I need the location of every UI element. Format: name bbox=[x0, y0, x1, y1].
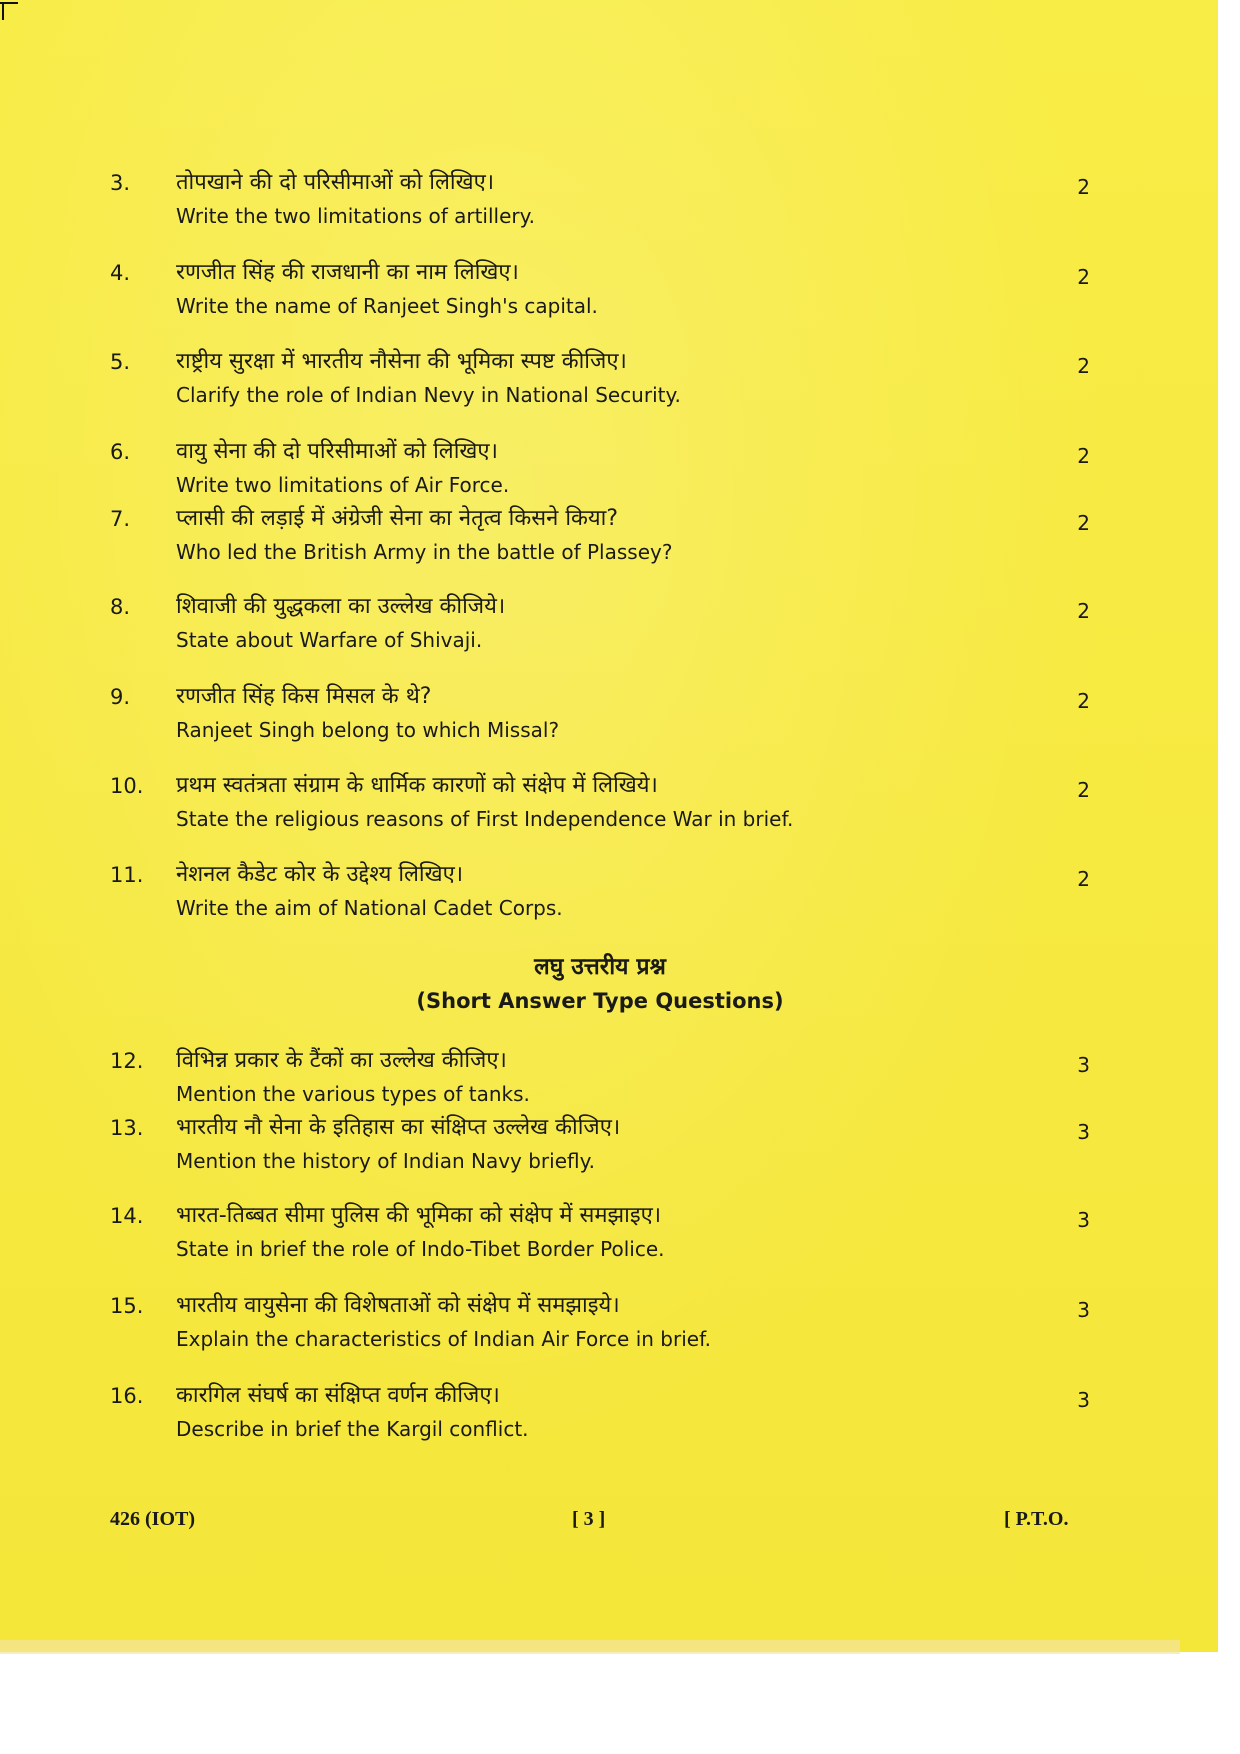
question-text-english: Mention the history of Indian Navy briefly. bbox=[176, 1149, 595, 1173]
question-7 bbox=[110, 502, 1090, 572]
question-text-hindi: कारगिल संघर्ष का संक्षिप्त वर्णन कीजिए। bbox=[176, 1383, 500, 1408]
question-number: 15. bbox=[110, 1294, 144, 1318]
question-5 bbox=[110, 345, 1090, 415]
question-number: 3. bbox=[110, 171, 131, 195]
question-13 bbox=[110, 1111, 1090, 1181]
question-14 bbox=[110, 1199, 1090, 1269]
page-number: [ 3 ] bbox=[572, 1508, 606, 1530]
question-text-hindi: भारतीय नौ सेना के इतिहास का संक्षिप्त उल्लेख कीजिए। bbox=[176, 1115, 621, 1140]
question-number: 8. bbox=[110, 595, 131, 619]
pto-label: [ P.T.O. bbox=[1004, 1508, 1069, 1530]
question-number: 9. bbox=[110, 685, 131, 709]
question-marks: 2 bbox=[1077, 265, 1090, 289]
question-marks: 3 bbox=[1077, 1053, 1090, 1077]
paper-code: 426 (IOT) bbox=[110, 1508, 195, 1530]
question-text-hindi: भारतीय वायुसेना की विशेषताओं को संक्षेप में समझाइये। bbox=[176, 1293, 620, 1318]
question-text-hindi: प्लासी की लड़ाई में अंग्रेजी सेना का नेतृत्व किसने किया? bbox=[176, 506, 619, 531]
question-text-english: Mention the various types of tanks. bbox=[176, 1082, 530, 1106]
question-6 bbox=[110, 435, 1090, 505]
question-9 bbox=[110, 680, 1090, 750]
question-number: 14. bbox=[110, 1204, 144, 1228]
question-text-english: State about Warfare of Shivaji. bbox=[176, 628, 483, 652]
question-number: 4. bbox=[110, 261, 131, 285]
question-text-hindi: विभिन्न प्रकार के टैंकों का उल्लेख कीजिए। bbox=[176, 1048, 507, 1073]
question-text-hindi: राष्ट्रीय सुरक्षा में भारतीय नौसेना की भूमिका स्पष्ट कीजिए। bbox=[176, 349, 627, 374]
question-marks: 3 bbox=[1077, 1298, 1090, 1322]
question-text-english: Describe in brief the Kargil conflict. bbox=[176, 1417, 529, 1441]
question-10 bbox=[110, 769, 1090, 839]
question-text-english: Ranjeet Singh belong to which Missal? bbox=[176, 718, 560, 742]
question-8 bbox=[110, 590, 1090, 660]
question-number: 10. bbox=[110, 774, 144, 798]
question-text-hindi: प्रथम स्वतंत्रता संग्राम के धार्मिक कारणों को संक्षेप में लिखिये। bbox=[176, 773, 658, 798]
question-text-hindi: रणजीत सिंह की राजधानी का नाम लिखिए। bbox=[176, 260, 519, 285]
question-marks: 2 bbox=[1077, 444, 1090, 468]
question-12 bbox=[110, 1044, 1090, 1114]
question-marks: 2 bbox=[1077, 867, 1090, 891]
question-marks: 3 bbox=[1077, 1208, 1090, 1232]
question-text-english: Write the name of Ranjeet Singh's capital. bbox=[176, 294, 598, 318]
question-3 bbox=[110, 166, 1090, 236]
question-marks: 2 bbox=[1077, 599, 1090, 623]
question-text-hindi: रणजीत सिंह किस मिसल के थे? bbox=[176, 684, 432, 709]
question-marks: 2 bbox=[1077, 175, 1090, 199]
question-text-english: Write the aim of National Cadet Corps. bbox=[176, 896, 563, 920]
question-marks: 2 bbox=[1077, 511, 1090, 535]
question-11 bbox=[110, 858, 1090, 928]
question-16 bbox=[110, 1379, 1090, 1449]
question-number: 12. bbox=[110, 1049, 144, 1073]
question-number: 11. bbox=[110, 863, 144, 887]
question-number: 16. bbox=[110, 1384, 144, 1408]
section-title-english: (Short Answer Type Questions) bbox=[416, 989, 784, 1013]
question-number: 7. bbox=[110, 507, 131, 531]
question-text-english: Who led the British Army in the battle of Plassey? bbox=[176, 540, 673, 564]
question-marks: 2 bbox=[1077, 689, 1090, 713]
question-text-english: Clarify the role of Indian Nevy in National Security. bbox=[176, 383, 681, 407]
question-15 bbox=[110, 1289, 1090, 1359]
section-title-hindi: लघु उत्तरीय प्रश्न bbox=[534, 954, 666, 980]
question-text-hindi: भारत-तिब्बत सीमा पुलिस की भूमिका को संक्षेप में समझाइए। bbox=[176, 1203, 662, 1228]
question-text-english: State in brief the role of Indo-Tibet Border Police. bbox=[176, 1237, 665, 1261]
paper-edge bbox=[0, 1640, 1180, 1654]
question-number: 6. bbox=[110, 440, 131, 464]
question-marks: 2 bbox=[1077, 354, 1090, 378]
question-4 bbox=[110, 256, 1090, 326]
section-heading bbox=[300, 950, 900, 1018]
question-marks: 2 bbox=[1077, 778, 1090, 802]
question-text-english: Write two limitations of Air Force. bbox=[176, 473, 510, 497]
question-text-english: State the religious reasons of First Independence War in brief. bbox=[176, 807, 794, 831]
question-number: 13. bbox=[110, 1116, 144, 1140]
question-text-hindi: शिवाजी की युद्धकला का उल्लेख कीजिये। bbox=[176, 594, 506, 619]
question-number: 5. bbox=[110, 350, 131, 374]
question-text-english: Explain the characteristics of Indian Air Force in brief. bbox=[176, 1327, 712, 1351]
crop-mark bbox=[0, 0, 22, 22]
question-marks: 3 bbox=[1077, 1388, 1090, 1412]
question-marks: 3 bbox=[1077, 1120, 1090, 1144]
question-text-hindi: तोपखाने की दो परिसीमाओं को लिखिए। bbox=[176, 170, 495, 195]
question-text-english: Write the two limitations of artillery. bbox=[176, 204, 535, 228]
question-text-hindi: नेशनल कैडेट कोर के उद्देश्य लिखिए। bbox=[176, 862, 464, 887]
question-text-hindi: वायु सेना की दो परिसीमाओं को लिखिए। bbox=[176, 439, 498, 464]
